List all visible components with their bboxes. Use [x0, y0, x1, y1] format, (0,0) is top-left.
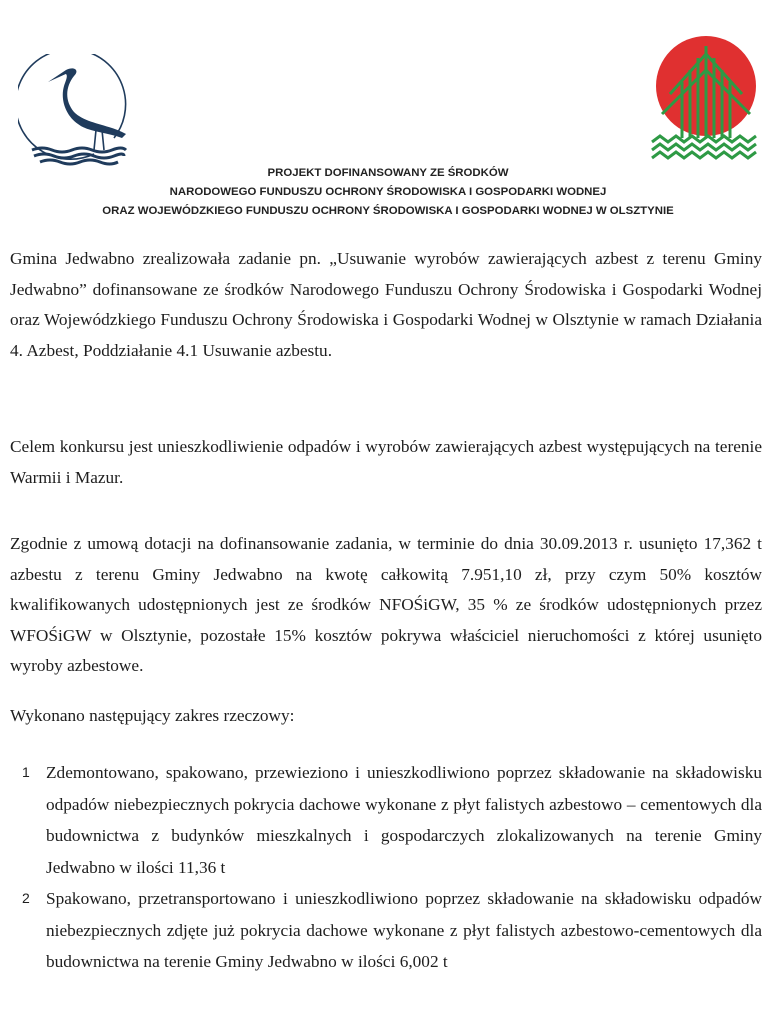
- sun-plant-icon: [648, 34, 762, 166]
- header-line-3: ORAZ WOJEWÓDZKIEGO FUNDUSZU OCHRONY ŚRODOWISKA I GOSPODARKI WODNEJ W OLSZTYNIE: [102, 205, 674, 217]
- paragraph-scope-intro: Wykonano następujący zakres rzeczowy:: [10, 706, 295, 725]
- paragraph-task: Gmina Jedwabno zrealizowała zadanie pn. „Usuwanie wyrobów zawierających azbest z terenu Gminy Jedwabno” dofinansowane ze środków Narodowego Funduszu Ochrony Środowiska i Gospodarki Wodnej oraz Wojewódzkiego Funduszu Ochrony Środowiska i Gospodarki Wodnej w Olsztynie w ramach Działania 4. Azbest, Poddziałanie 4.1 Usuwanie azbestu.: [10, 249, 762, 360]
- list-item-text: Zdemontowano, spakowano, przewieziono i unieszkodliwiono poprzez składowanie na składowisku odpadów niebezpiecznych pokrycia dachowe wykonane z płyt falistych azbestowo – cementowych dla budownictwa z budynków mieszkalnych i gospodarczych zlokalizowanych na terenie Gminy Jedwabno w ilości 11,36 t: [46, 763, 762, 877]
- header-line-1: PROJEKT DOFINANSOWANY ZE ŚRODKÓW: [267, 167, 509, 179]
- stork-icon: [18, 54, 134, 170]
- list-item: [10, 757, 762, 883]
- project-header: [0, 164, 776, 221]
- paragraph-goal: Celem konkursu jest unieszkodliwienie odpadów i wyrobów zawierających azbest występujących na terenie Warmii i Mazur.: [10, 437, 762, 487]
- nfosigw-logo: [648, 34, 762, 166]
- header-line-2: NARODOWEGO FUNDUSZU OCHRONY ŚRODOWISKA I GOSPODARKI WODNEJ: [169, 186, 607, 198]
- list-item-number: 1: [22, 764, 30, 780]
- paragraph-contract: Zgodnie z umową dotacji na dofinansowanie zadania, w terminie do dnia 30.09.2013 r. usunięto 17,362 t azbestu z terenu Gminy Jedwabno na kwotę całkowitą 7.951,10 zł, przy czym 50% kosztów kwalifikowanych udostępnionych jest ze środków NFOŚiGW, 35 % ze środków udostępnionych przez WFOŚiGW w Olsztynie, pozostałe 15% kosztów pokrywa właściciel nieruchomości z której usunięto wyroby azbestowe.: [10, 534, 762, 675]
- list-item-text: Spakowano, przetransportowano i unieszkodliwiono poprzez składowanie na składowisku odpadów niebezpiecznych zdjęte już pokrycia dachowe wykonane z płyt falistych azbestowo-cementowych dla budownictwa na terenie Gminy Jedwabno w ilości 6,002 t: [46, 889, 762, 971]
- stork-logo: [18, 54, 134, 170]
- list-item-number: 2: [22, 890, 30, 906]
- list-item: [10, 883, 762, 978]
